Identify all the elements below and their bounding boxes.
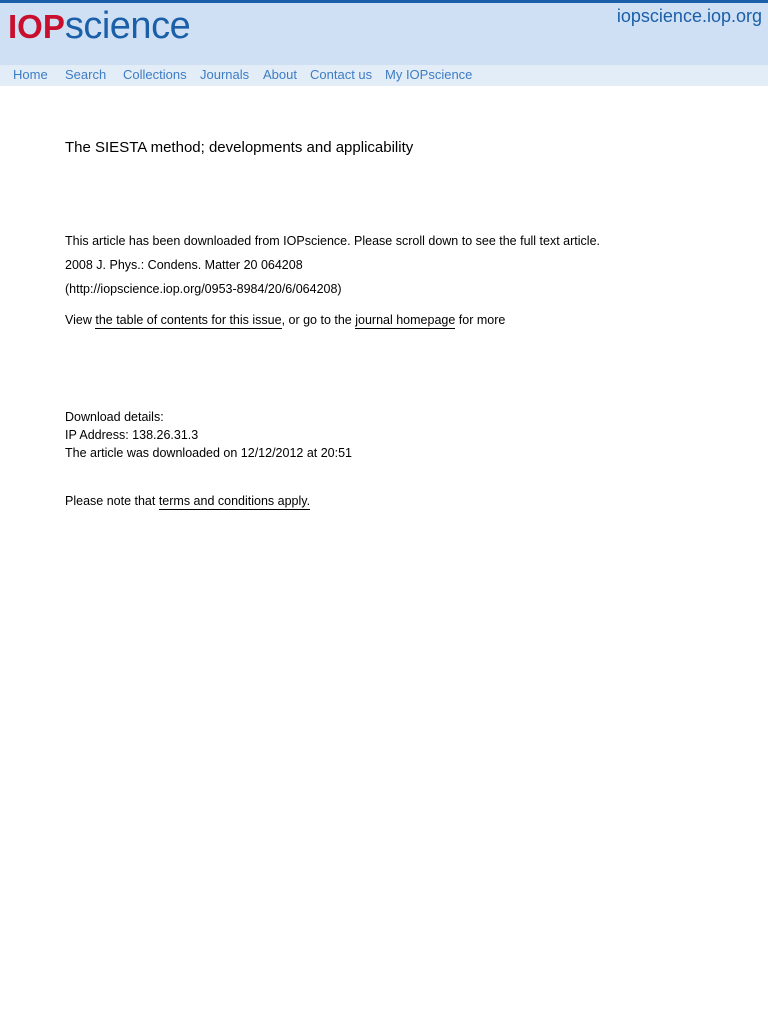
article-title: The SIESTA method; developments and applicability: [65, 139, 414, 156]
view-prefix: View: [65, 313, 96, 327]
main-nav: [0, 65, 768, 86]
logo-iop-text: IOP: [8, 8, 65, 45]
view-suffix: for more: [455, 313, 506, 327]
download-details-heading: Download details:: [65, 410, 164, 424]
nav-search[interactable]: Search: [65, 67, 107, 82]
article-url: (http://iopscience.iop.org/0953-8984/20/6/064208): [65, 282, 342, 296]
nav-collections[interactable]: Collections: [123, 67, 187, 82]
toc-link[interactable]: the table of contents for this issue: [95, 313, 282, 327]
view-line: [65, 313, 505, 327]
view-middle: , or go to the: [281, 313, 356, 327]
nav-contact-us[interactable]: Contact us: [310, 67, 373, 82]
logo-science-text: science: [64, 5, 191, 47]
nav-home[interactable]: Home: [13, 67, 48, 82]
journal-homepage-link[interactable]: journal homepage: [355, 313, 456, 327]
terms-line: [65, 494, 310, 508]
site-url[interactable]: iopscience.iop.org: [616, 6, 762, 26]
iopscience-logo[interactable]: [8, 5, 190, 47]
citation: 2008 J. Phys.: Condens. Matter 20 064208: [65, 258, 303, 272]
ip-address: IP Address: 138.26.31.3: [65, 428, 199, 442]
nav-journals[interactable]: Journals: [200, 67, 250, 82]
download-date: The article was downloaded on 12/12/2012 at 20:51: [65, 446, 353, 460]
site-header: [0, 3, 768, 65]
download-note: This article has been downloaded from IOPscience. Please scroll down to see the full text article.: [65, 234, 600, 248]
nav-about[interactable]: About: [263, 67, 297, 82]
terms-link[interactable]: terms and conditions apply.: [158, 494, 311, 508]
terms-prefix: Please note that: [65, 494, 159, 508]
nav-my-iopscience[interactable]: My IOPscience: [385, 67, 473, 82]
